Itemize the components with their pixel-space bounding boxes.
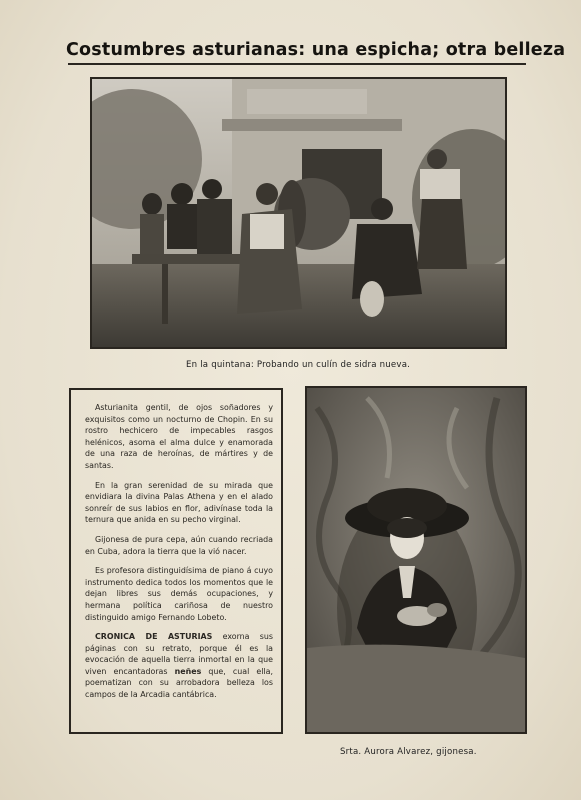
article-text-box [69, 388, 283, 734]
article-paragraph-5 [85, 631, 273, 701]
article-paragraph-5-part-a: exorna sus páginas con su retrato, porque él es la evocación de aquella tierra inmortal en la que viven encantadoras [85, 632, 274, 676]
nenes-word: neñes [174, 666, 202, 676]
portrait-photo [305, 386, 527, 734]
article-paragraph-4: Es profesora distinguidísima de piano á cuyo instrumento dedica todos los momentos que le dejan libres sus demás ocupaciones, y hermana política cariñosa de nuestro distinguido amigo Fernando Lobeto. [85, 566, 273, 622]
page-title: Costumbres asturianas: una espicha; otra belleza [66, 40, 566, 60]
top-photo-caption: En la quintana: Probando un culín de sidra nueva. [186, 360, 411, 370]
portrait-caption: Srta. Aurora Alvarez, gijonesa. [340, 747, 477, 757]
article-paragraph-1: Asturianita gentil, de ojos soñadores y exquisitos como un nocturno de Chopin. En su rostro hechicero de impecables rasgos helénicos, asoma el alma dulce y enamorada de una raza de heroínas, de mártires y de santas. [85, 403, 273, 470]
publication-name: CRONICA DE ASTURIAS [95, 632, 213, 642]
article-paragraph-3: Gijonesa de pura cepa, aún cuando recriada en Cuba, adora la tierra que la vió nacer. [85, 534, 273, 556]
cider-scene-photo [90, 77, 507, 349]
article-paragraph-5-part-b: que, cual ella, poematizan con su arrobadora belleza los campos de la Arcadia cantábrica. [85, 666, 273, 700]
title-underline [68, 63, 526, 65]
article-paragraph-2: En la gran serenidad de su mirada que envidiara la divina Palas Athena y en el alado sonreír de sus labios en flor, adivínase toda la ternura que anida en su pecho virginal. [85, 480, 273, 525]
